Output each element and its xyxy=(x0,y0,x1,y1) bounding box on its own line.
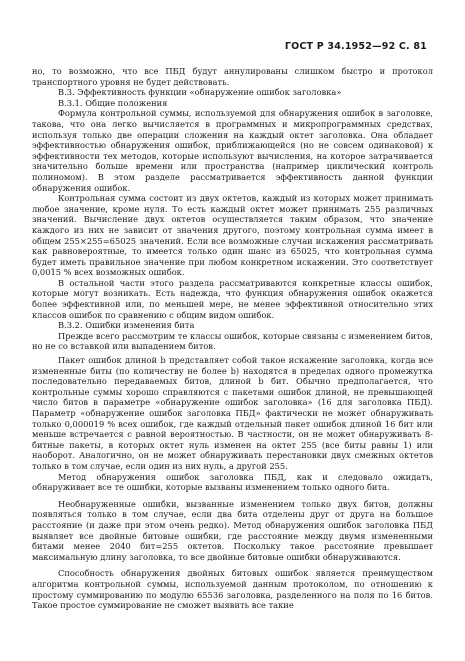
paragraph: Пакет ошибок длиной b представляет собой такое искажение заголовка, когда все измененные биты (по количеству не более b) находятся в пределах одного промежутка последовательно передаваемых битов, длиной b бит. Обычно предполагается, что контрольные суммы хорошо справляются с пакетами ошибок длиной, не превышающей число битов в параметре «обнаружение ошибок заголовка» (16 для заголовка ПБД). Параметр «обнаружение ошибок заголовка ПБД» фактически не может обнаруживать только 0,000019 % всех ошибок, где каждый отдельный пакет ошибок длиной 16 бит или меньше встречается с равной вероятностью. В частности, он не может обнаруживать 8-битные пакеты, в которых октет нуль изменен на октет 255 (все биты равны 1) или наоборот. Аналогично, он не может обнаруживать перестановки двух смежных октетов только в том случае, если один из них нуль, а другой 255. xyxy=(32,355,433,471)
section-heading: В.3.2. Ошибки изменения бита xyxy=(58,320,195,331)
page-header: ГОСТ Р 34.1952—92 С. 81 xyxy=(284,41,427,52)
paragraph: но, то возможно, что все ПБД будут аннулированы слишком быстро и протокол транспортного уровня не будет действовать. xyxy=(32,66,433,87)
section-heading: В.3. Эффективность функции «обнаружение ошибок заголовка» xyxy=(58,87,342,98)
paragraph: В остальной части этого раздела рассматриваются конкретные классы ошибок, которые могут возникать. Есть надежда, что функция обнаружения ошибок окажется более эффективной или, по меньшей мере, не менее эффективной относительно этих классов ошибок по сравнению с общим видом ошибок. xyxy=(32,277,433,320)
paragraph: Прежде всего рассмотрим те классы ошибок, которые связаны с изменением битов, но не со вставкой или выпадением битов. xyxy=(32,330,433,352)
paragraph: Контрольная сумма состоит из двух октетов, каждый из которых может принимать любое значение, кроме нуля. То есть каждый октет может принимать 255 различных значений. Вычисление двух октетов осуществляется таким образом, что значение каждого из них не зависит от значения другого, поэтому контрольная сумма имеет в общем 255×255=65025 значений. Если все возможные случаи искажения рассматривать как равновероятные, то имеется только один шанс из 65025, что контрольная сумма будет иметь правильное значение при любом конкретном искажении. Это соответствует 0,0015 % всех возможных ошибок. xyxy=(32,193,433,278)
paragraph: Метод обнаружения ошибок заголовка ПБД, как и следовало ожидать, обнаруживает все те ошибки, которые вызваны изменением только одного бита. xyxy=(32,471,433,493)
section-heading: В.3.1. Общие положения xyxy=(58,97,168,108)
paragraph: Формула контрольной суммы, используемой для обнаружения ошибок в заголовке, такова, что она легко вычисляется в программных и микропрограммных средствах, используя только две операции сложения на каждый октет заголовка. Она обладает эффективностью обнаружения ошибок, приближающейся (но не совсем одинаковой) к эффективности тех методов, которые используют вычисления, на которое затрачивается значительно больше времени или пространства (например циклический контроль полиномом). В этом разделе рассматривается эффективность данной функции обнаружения ошибок. xyxy=(32,108,433,193)
paragraph: Способность обнаружения двойных битовых ошибок является преимуществом алгоритма контрольной суммы, используемой данным протоколом, по отношению к простому суммированию по модулю 65536 заголовка, разделенного на поля по 16 битов. Такое простое суммирование не сможет выявить все такие xyxy=(32,568,433,611)
paragraph: Необнаруженные ошибки, вызванные изменением только двух битов, должны появляться только в том случае, если два бита отделены друг от друга на большое расстояние (и даже при этом очень редко). Метод обнаружения ошибок заголовка ПБД выявляет все двойные битовые ошибки, где расстояние между двумя измененными битами менее 2040 бит=255 октетов. Поскольку такое расстояние превышает максимальную длину заголовка, то все двойные битовые ошибки обнаруживаются. xyxy=(32,498,433,562)
document-body xyxy=(32,66,433,611)
